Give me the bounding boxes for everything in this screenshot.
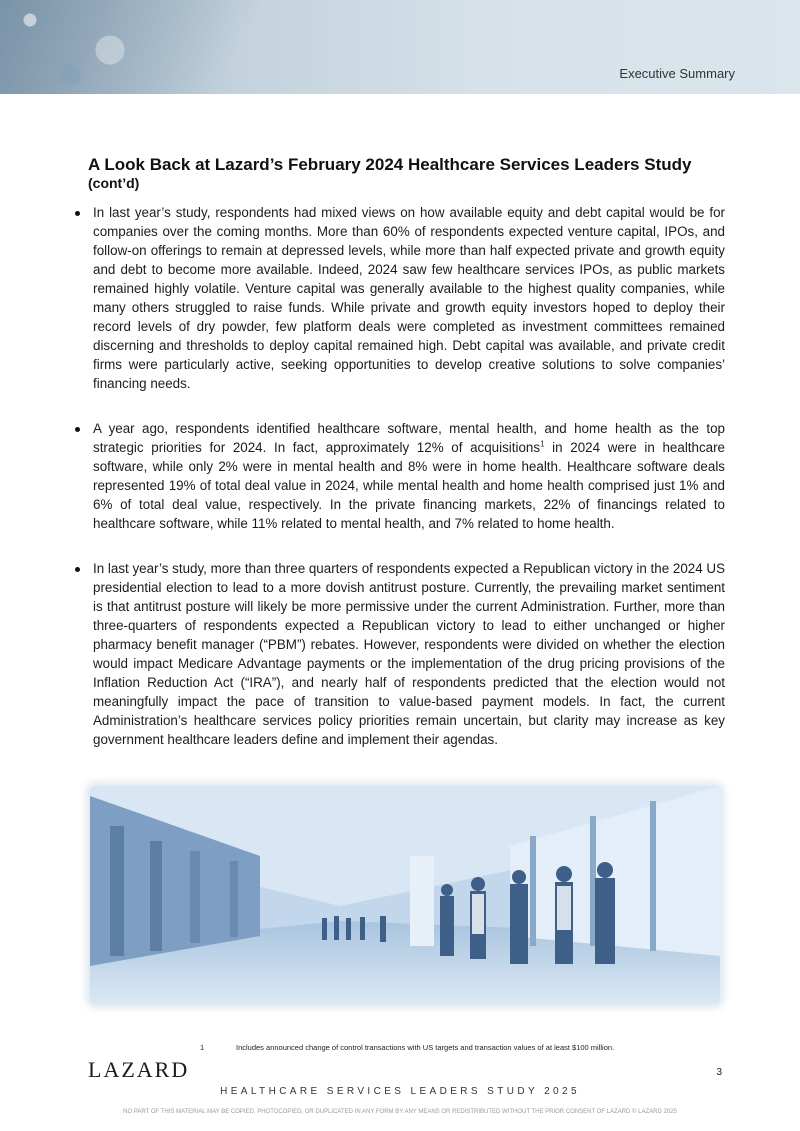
- bullet-text: In last year’s study, respondents had mixed views on how available equity and debt capital would be for companies over the coming months. More than 60% of respondents expected venture capital, IPOs, and follow-on offerings to remain at depressed levels, while more than half expected private and growth equity and debt to become more available. Indeed, 2024 saw few healthcare services IPOs, as public markets remained highly volatile. Venture capital was generally available to the highest quality companies, while many others struggled to raise funds. While private and growth equity investors hoped to deploy their record levels of dry powder, few platform deals were completed as investment committees remained discerning and thresholds to deploy capital remained high. Debt capital was available, and private credit firms were particularly active, seeking opportunities to develop creative solutions to solve companies’ financing needs.: [93, 205, 725, 391]
- bullet-icon: [75, 567, 80, 572]
- hospital-corridor-photo: [90, 786, 720, 1004]
- footnote-number: 1: [200, 1043, 205, 1052]
- bullet-icon: [75, 211, 80, 216]
- bullet-text: A year ago, respondents identified healthcare software, mental health, and home health as the top strategic priorities for 2024. In fact, approximately 12% of acquisitions: [93, 421, 725, 455]
- bullet-item: [75, 559, 725, 749]
- page-title: A Look Back at Lazard’s February 2024 Healthcare Services Leaders Study: [88, 155, 692, 174]
- page-subtitle: (cont’d): [88, 175, 140, 191]
- page-number: 3: [716, 1067, 722, 1078]
- hospital-corridor-illustration: [90, 786, 720, 1004]
- banner-decorative-image: [0, 0, 260, 94]
- bullet-list: [75, 203, 725, 749]
- bullet-icon: [75, 427, 80, 432]
- section-label: Executive Summary: [619, 66, 735, 81]
- header-banner: [0, 0, 800, 94]
- bullet-item: [75, 419, 725, 533]
- bullet-text: In last year’s study, more than three quarters of respondents expected a Republican victory in the 2024 US presidential election to lead to a more dovish antitrust posture. Currently, the prevailing market sentiment is that antitrust posture will likely be more permissive under the current Administration. Further, more than three-quarters of respondents expected a Republican victory to lead to either unchanged or higher pharmacy benefit manager (“PBM”) rebates. However, respondents were divided on whether the election would impact Medicare Advantage payments or the implementation of the drug pricing provisions of the Inflation Reduction Act (“IRA”), and nearly half of respondents predicted that the election would not meaningfully impact the pace of transition to value-based payment models. In fact, the current Administration’s healthcare services policy priorities remain uncertain, but clarity may increase as key government healthcare leaders define and implement their agendas.: [93, 561, 725, 747]
- footnote: [200, 1043, 614, 1052]
- bullet-text: in 2024 were in healthcare software, while only 2% were in mental health and 8% were in home health. Healthcare software deals represented 19% of total deal value in 2024, while mental health and home health comprised just 1% and 6% of total deal value, respectively. In the private financing markets, 22% of financings related to healthcare software, while 11% related to mental health, and 7% related to home health.: [93, 440, 726, 531]
- footnote-reference: 1: [540, 439, 545, 449]
- footnote-text: Includes announced change of control transactions with US targets and transaction values of at least $100 million.: [236, 1043, 615, 1052]
- lazard-logo: LAZARD: [88, 1057, 190, 1082]
- footer-disclaimer: NO PART OF THIS MATERIAL MAY BE COPIED, PHOTOCOPIED, OR DUPLICATED IN ANY FORM BY ANY MEANS OR REDISTRIBUTED WITHOUT THE PRIOR CONSENT OF LAZARD © LAZARD 2025: [123, 1109, 677, 1115]
- bullet-item: [75, 203, 725, 393]
- footer-study-title: HEALTHCARE SERVICES LEADERS STUDY 2025: [220, 1086, 580, 1097]
